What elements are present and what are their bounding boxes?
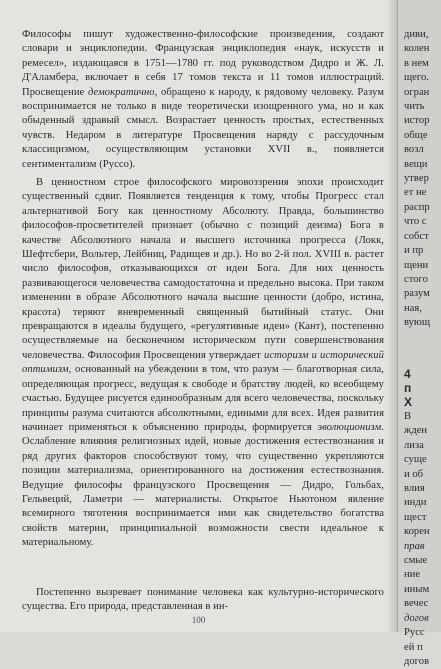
adjacent-page-heading: [404, 367, 412, 409]
adjacent-line: щест: [404, 511, 427, 523]
adjacent-line: корен: [404, 526, 430, 538]
adjacent-line: и пр: [404, 245, 424, 257]
text-run: , основанный на убеждении в том, что разум — благотворная сила, определяющая прогресс, ведущая к свободе и братству людей, ко всеобщему счастью. Будущее рисуется единообразным для всего человечества, поскольку принципы разума считаются абсолютными, едиными для всех. Идея развития начинает применяться к объяснению природы, формируется: [22, 364, 384, 433]
text-run: В ценностном строе философского мировоззрения эпохи происходит существенный сдвиг. Появляется тенденция к тому, чтобы Прогресс стал альтернативой Богу как ценностному Абсолюту. Правда, большинство философов-просветителей признает (обычно с позиций деизма) Бога в качестве Абсолютного начала и высшего источника прогресса (Локк, Шефтсбери, Вольтер, Лейбниц, Радищев и др.). Но во 2-й пол. XVIII в. растет число философов, отказывающихся от идеи Бога. Для них ценность развивающегося человечества самодостаточна и предельно высока. При таком изменении в образе Абсолютного начала высшие ценности (добро, истина, красота) теряют вневременный священный бытийный статус. Они превращаются в идеалы будущего, «регулятивные идеи» (Кант), постепенно осуществляемые на бесконечном историческом пути совершенствования человечества. Философия Просвещения утверждает: [22, 177, 384, 361]
adjacent-line: п: [404, 381, 412, 395]
adjacent-line: смые: [404, 555, 428, 567]
adjacent-line: вечес: [404, 598, 429, 610]
text-run: Философы пишут художественно-философские произведения, создают словари и энциклопедии. Французская энциклопедия «наук, искусств и ремесел», издающаяся в 1751—1780 гг. под руководством Дидро и Ж. Л. Д'Аламбера, включает в себя 17 томов текста и 11 томов иллюстраций. Просвещение: [22, 29, 384, 98]
text-run: . Ослабление влияния религиозных идей, новые достижения естествознания и ряд других факторов способствуют тому, что существенно укрепляются позиции материализма, ориентированного на достижения естествознания. Ведущие философы французского Просвещения — Дидро, Гольбах, Гельвеций, Ламетри — материалисты. Открытое Ньютоном явление всемирного тяготения воспринимается ими как свидетельство богатства свойств материи, принципиальной возможности свести идеальное к материальному.: [22, 421, 384, 549]
adjacent-line: собст: [404, 230, 429, 242]
adjacent-page-top-lines: [404, 28, 430, 331]
adjacent-page-bottom-lines: [404, 410, 430, 669]
adjacent-line: распр: [404, 201, 430, 213]
adjacent-line: ей п: [404, 641, 423, 653]
adjacent-line: 4: [404, 367, 411, 381]
adjacent-line: ная,: [404, 302, 422, 314]
adjacent-line: в нем: [404, 57, 429, 69]
adjacent-line: стого: [404, 273, 428, 285]
adjacent-page: [397, 0, 441, 667]
adjacent-line: суще: [404, 454, 427, 466]
adjacent-line: Русс: [404, 627, 425, 639]
adjacent-line: ние: [404, 569, 421, 581]
adjacent-line: иным: [404, 583, 430, 595]
adjacent-line: инди: [404, 497, 427, 509]
italic-term: демократично: [87, 86, 155, 98]
adjacent-line: Х: [404, 395, 413, 409]
adjacent-line: колен: [404, 43, 430, 55]
adjacent-line: догов: [404, 655, 430, 667]
adjacent-line: щего.: [404, 72, 429, 84]
adjacent-line: истор: [404, 115, 430, 127]
adjacent-line: что с: [404, 216, 427, 228]
adjacent-line: прав: [404, 540, 425, 552]
adjacent-line: огран: [404, 86, 430, 98]
adjacent-line: вующ: [404, 317, 431, 329]
adjacent-line: утвер: [404, 173, 429, 185]
adjacent-line: жден: [404, 425, 428, 437]
adjacent-line: влия: [404, 483, 425, 495]
paragraph-2: [22, 176, 384, 551]
paragraph-1: [22, 28, 384, 172]
adjacent-line: и об: [404, 468, 424, 480]
adjacent-line: лиза: [404, 439, 424, 451]
adjacent-line: обще: [404, 129, 428, 141]
italic-term: эволюционизм: [317, 421, 382, 433]
adjacent-line: возл: [404, 144, 424, 156]
paragraph-3: [22, 586, 384, 615]
adjacent-line: ет не: [404, 187, 427, 199]
page-number: 100: [191, 615, 206, 625]
adjacent-line: догов: [404, 612, 429, 624]
adjacent-line: разум: [404, 288, 430, 300]
text-run: , обращено к народу, к рядовому человеку. Разум воспринимается не только в виде теоретически изощренного ума, но и как обыденный здравый смысл. Возрастает ценность простых, естественных чувств. Недаром в литературе Просвещения наряду с рассудочным классицизмом, осуществляющим установки XVII в., появляется сентиментализм (Руссо).: [22, 86, 384, 170]
text-run: Постепенно вызревает понимание человека как культурно-исторического существа. Его природа, представленная в ин-: [22, 587, 384, 613]
adjacent-line: щени: [404, 259, 429, 271]
adjacent-line: чить: [404, 101, 425, 113]
adjacent-line: вещи: [404, 158, 428, 170]
italic-term: историзм и исторический оптимизм: [22, 349, 384, 376]
adjacent-line: В: [404, 411, 412, 422]
adjacent-line: диви,: [404, 29, 429, 40]
